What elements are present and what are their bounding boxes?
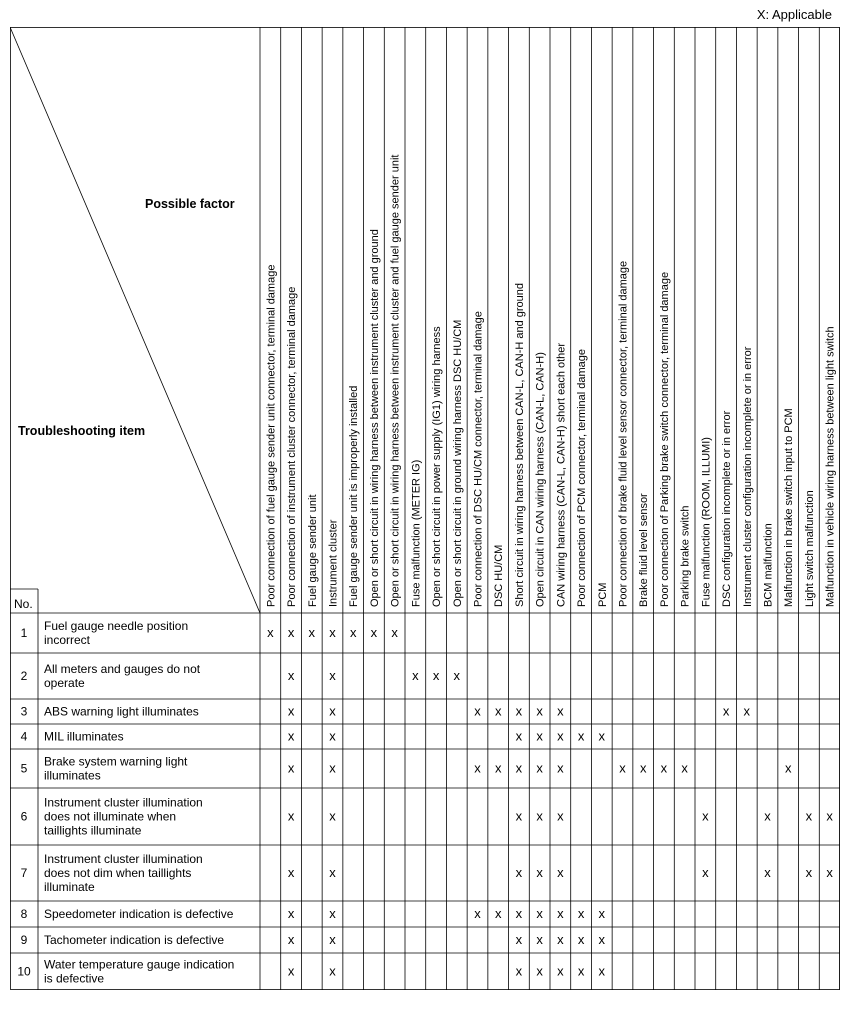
row-number: 10 (17, 964, 31, 979)
troubleshooting-item-text: Tachometer indication is defective (44, 933, 225, 947)
applicable-mark: x (557, 865, 564, 880)
troubleshooting-item-text: taillights illuminate (44, 823, 142, 838)
applicable-mark: x (681, 760, 688, 776)
factor-label: Light switch malfunction (803, 490, 816, 607)
troubleshooting-item-text: incorrect (44, 633, 91, 647)
applicable-mark: x (515, 808, 523, 824)
factor-label: Fuel gauge sender unit (306, 494, 319, 607)
factor-label: Instrument cluster configuration incomplete or in error (741, 346, 754, 607)
applicable-mark: x (287, 668, 295, 683)
troubleshooting-item-text: Speedometer indication is defective (44, 907, 234, 921)
applicable-mark: x (329, 808, 336, 824)
applicable-mark: x (474, 703, 481, 719)
applicable-mark: x (515, 728, 523, 744)
applicable-mark: x (453, 668, 461, 683)
applicable-mark: x (515, 963, 523, 979)
factor-label: Open or short circuit in wiring harness between instrument cluster and fuel gauge sender unit (389, 154, 402, 607)
troubleshooting-item-text: does not dim when taillights (44, 866, 192, 880)
applicable-mark: x (557, 932, 564, 947)
troubleshooting-item-text: operate (44, 676, 85, 690)
troubleshooting-item-text: does not illuminate when (44, 809, 177, 824)
factor-label: Open or short circuit in ground wiring harness DSC HU/CM (451, 319, 464, 607)
factor-label: Fuse malfunction (ROOM, ILLUMI) (700, 437, 713, 607)
applicable-mark: x (826, 808, 833, 824)
applicable-mark: x (515, 760, 523, 776)
factor-label: BCM malfunction (762, 523, 775, 607)
applicable-mark: x (764, 808, 771, 824)
applicable-mark: x (577, 963, 585, 979)
applicable-mark: x (536, 703, 543, 719)
troubleshooting-item-text: illuminates (44, 768, 101, 783)
factor-label: Open or short circuit in wiring harness between instrument cluster and ground (368, 229, 381, 607)
applicable-mark: x (639, 760, 647, 776)
factor-label: DSC configuration incomplete or in error (721, 410, 734, 607)
applicable-mark: x (329, 932, 336, 947)
row-number: 5 (20, 761, 28, 776)
factor-label: Fuel gauge sender unit is improperly installed (348, 385, 361, 607)
troubleshooting-item-text: Brake system warning light (44, 754, 188, 769)
applicable-mark: x (515, 906, 523, 921)
troubleshooting-item-text: Fuel gauge needle position (44, 619, 189, 633)
applicable-mark: x (598, 728, 606, 744)
applicable-mark: x (287, 728, 295, 744)
applicable-mark: x (329, 668, 336, 683)
applicable-mark: x (536, 963, 543, 979)
applicable-mark: x (598, 963, 606, 979)
applicable-mark: x (577, 932, 585, 947)
applicable-mark: x (432, 668, 440, 683)
applicable-mark: x (287, 963, 295, 979)
troubleshooting-item-text: is defective (44, 971, 105, 986)
factor-label: Brake fluid level sensor (638, 493, 651, 607)
applicable-mark: x (557, 808, 564, 824)
applicable-mark: x (805, 808, 813, 824)
applicable-mark: x (536, 906, 543, 921)
applicable-mark: x (557, 760, 564, 776)
row-number: 8 (20, 907, 28, 921)
applicable-mark: x (515, 932, 523, 947)
troubleshooting-item-text: MIL illuminates (44, 729, 124, 744)
applicable-mark: x (515, 865, 523, 880)
applicable-mark: x (702, 865, 709, 880)
troubleshooting-item-text: Water temperature gauge indication (44, 957, 235, 972)
applicable-mark: x (536, 728, 543, 744)
factor-label: Poor connection of PCM connector, terminal damage (576, 348, 589, 607)
troubleshooting-item-text: Instrument cluster illumination (44, 852, 203, 866)
applicable-mark: x (557, 963, 564, 979)
applicable-mark: x (474, 760, 481, 776)
applicable-mark: x (308, 625, 316, 640)
applicable-mark: x (329, 728, 336, 744)
factor-label: Parking brake switch (679, 505, 692, 607)
factor-label: CAN wiring harness (CAN-L, CAN-H) short each other (555, 342, 568, 607)
applicable-mark: x (391, 625, 398, 640)
no-header: No. (14, 597, 33, 611)
legend: X: Applicable (756, 7, 832, 22)
applicable-mark: x (329, 625, 336, 640)
applicable-mark: x (557, 906, 564, 921)
applicable-mark: x (287, 865, 295, 880)
applicable-mark: x (349, 625, 357, 640)
row-number: 4 (20, 729, 28, 744)
applicable-mark: x (536, 808, 543, 824)
factor-label: Open circuit in CAN wiring harness (CAN-L, CAN-H) (534, 352, 547, 607)
row-number: 9 (20, 933, 28, 947)
factor-label: Poor connection of brake fluid level sensor connector, terminal damage (617, 260, 630, 607)
row-number: 6 (20, 809, 28, 824)
applicable-mark: x (557, 728, 564, 744)
troubleshooting-matrix (10, 27, 840, 1017)
applicable-mark: x (577, 906, 585, 921)
applicable-mark: x (598, 932, 606, 947)
applicable-mark: x (536, 865, 543, 880)
applicable-mark: x (287, 625, 295, 640)
troubleshooting-item-label: Troubleshooting item (18, 424, 146, 438)
applicable-mark: x (329, 703, 336, 719)
applicable-mark: x (536, 932, 543, 947)
matrix-grid (10, 27, 840, 1017)
applicable-mark: x (536, 760, 543, 776)
factor-label: Malfunction in vehicle wiring harness between light switch (824, 326, 837, 607)
row-number: 3 (20, 704, 28, 719)
applicable-mark: x (722, 703, 730, 719)
applicable-mark: x (329, 865, 336, 880)
factor-label: Instrument cluster (327, 519, 340, 607)
applicable-mark: x (598, 906, 606, 921)
troubleshooting-item-text: All meters and gauges do not (44, 662, 201, 676)
applicable-mark: x (287, 760, 295, 776)
applicable-mark: x (515, 703, 523, 719)
factor-label: Malfunction in brake switch input to PCM (783, 408, 796, 607)
applicable-mark: x (494, 703, 502, 719)
applicable-mark: x (494, 906, 502, 921)
troubleshooting-item-text: illuminate (44, 880, 95, 894)
applicable-mark: x (474, 906, 481, 921)
applicable-mark: x (577, 728, 585, 744)
factor-label: Poor connection of DSC HU/CM connector, terminal damage (472, 311, 485, 607)
applicable-mark: x (764, 865, 771, 880)
applicable-mark: x (287, 703, 295, 719)
applicable-mark: x (329, 963, 336, 979)
row-number: 1 (20, 626, 28, 640)
applicable-mark: x (267, 625, 274, 640)
troubleshooting-item-text: Instrument cluster illumination (44, 795, 203, 810)
possible-factor-label: Possible factor (145, 197, 235, 211)
header-diagonal (10, 27, 260, 613)
applicable-mark: x (557, 703, 564, 719)
applicable-mark: x (329, 906, 336, 921)
factor-label: Poor connection of instrument cluster connector, terminal damage (286, 286, 299, 607)
applicable-mark: x (287, 906, 295, 921)
applicable-mark: x (826, 865, 833, 880)
factor-label: Poor connection of fuel gauge sender unit connector, terminal damage (265, 264, 278, 607)
applicable-mark: x (329, 760, 336, 776)
applicable-mark: x (743, 703, 751, 719)
applicable-mark: x (660, 760, 668, 776)
factor-label: Short circuit in wiring harness between CAN-L, CAN-H and ground (513, 282, 526, 607)
applicable-mark: x (619, 760, 626, 776)
factor-label: Poor connection of Parking brake switch connector, terminal damage (658, 271, 671, 607)
applicable-mark: x (370, 625, 378, 640)
applicable-mark: x (412, 668, 419, 683)
factor-label: Fuse malfunction (METER IG) (410, 459, 423, 607)
factor-label: DSC HU/CM (493, 544, 506, 607)
applicable-mark: x (805, 865, 813, 880)
applicable-mark: x (784, 760, 792, 776)
factor-label: Open or short circuit in power supply (IG1) wiring harness (431, 326, 444, 607)
applicable-mark: x (494, 760, 502, 776)
applicable-mark: x (287, 932, 295, 947)
applicable-mark: x (287, 808, 295, 824)
applicable-mark: x (702, 808, 709, 824)
factor-label: PCM (596, 582, 609, 607)
troubleshooting-item-text: ABS warning light illuminates (44, 704, 199, 719)
row-number: 2 (20, 669, 28, 683)
row-number: 7 (20, 866, 28, 880)
